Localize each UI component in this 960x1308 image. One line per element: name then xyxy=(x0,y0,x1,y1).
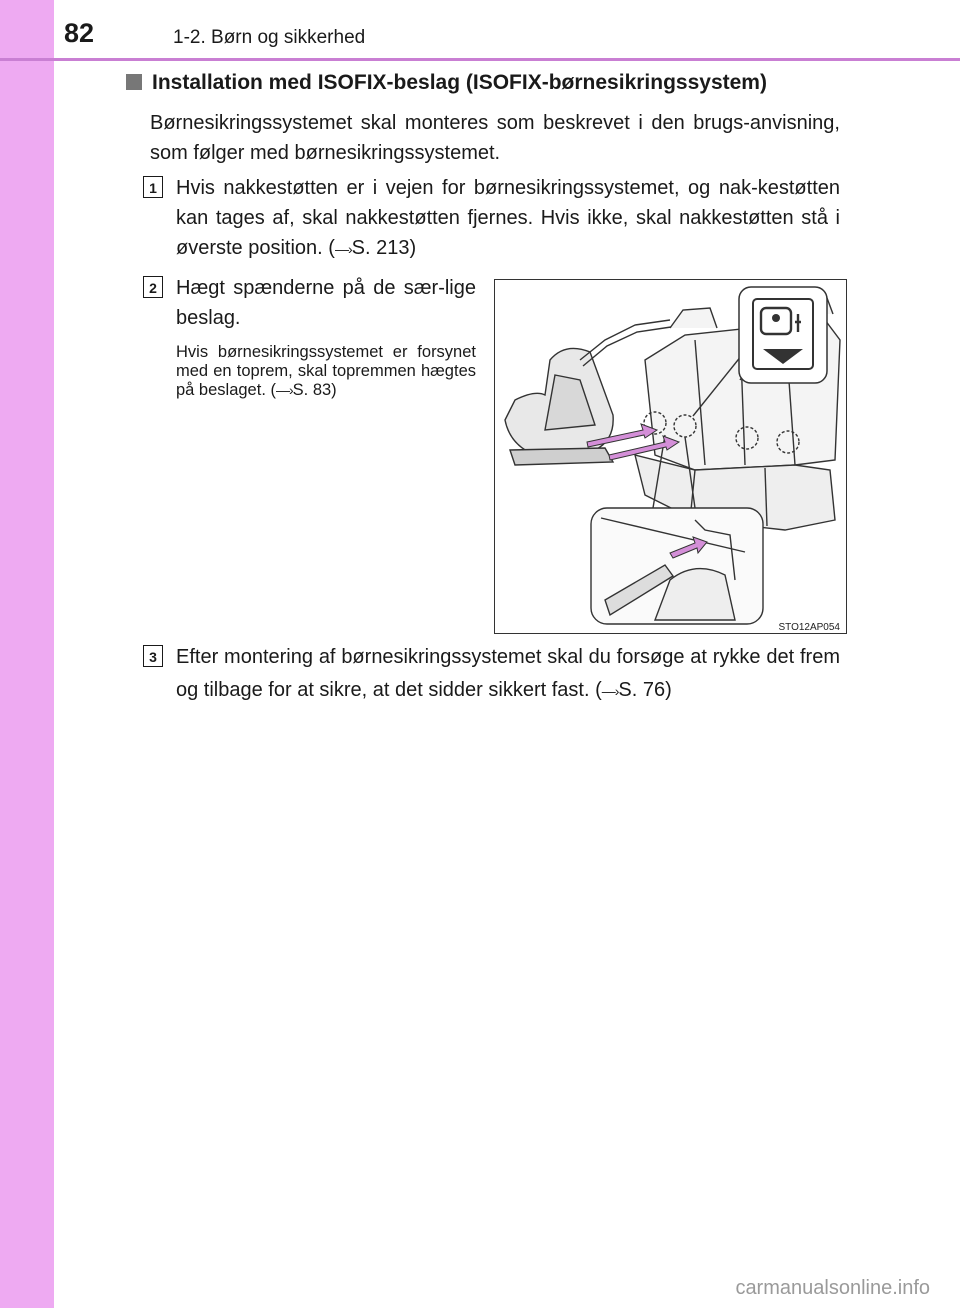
step-1-text: Hvis nakkestøtten er i vejen for børnesikringssystemet, og nak-kestøtten kan tages af, skal nakkestøtten fjernes. Hvis ikke, skal nakkestøtten stå i øverste position. (—›S. 213) xyxy=(176,177,840,259)
step-number-3: 3 xyxy=(143,645,163,667)
isofix-child-seat-icon xyxy=(739,287,827,383)
step-2-ref[interactable]: S. 83) xyxy=(292,381,337,399)
arrow-right-icon: —› xyxy=(601,683,619,699)
figure-code: STO12AP054 xyxy=(778,622,840,633)
step-2-note: Hvis børnesikringssystemet er forsynet med en toprem, skal topremmen hægtes på beslaget. (—›S. 83) xyxy=(176,343,476,399)
watermark: carmanualsonline.info xyxy=(735,1277,930,1299)
section-title: Installation med ISOFIX-beslag (ISOFIX-børnesikringssystem) xyxy=(152,71,767,94)
arrow-right-icon: —› xyxy=(275,382,293,398)
step-number-2: 2 xyxy=(143,276,163,298)
chapter-title: 1-2. Børn og sikkerhed xyxy=(173,27,366,48)
page-header xyxy=(0,0,960,60)
step-number-1: 1 xyxy=(143,176,163,198)
page-number: 82 xyxy=(64,18,95,48)
intro-paragraph: Børnesikringssystemet skal monteres som beskrevet i den brugs-anvisning, som følger med børnesikringssystemet. xyxy=(150,112,840,164)
square-bullet-icon xyxy=(126,74,142,90)
step-1-ref[interactable]: S. 213) xyxy=(351,237,417,259)
step-3-ref[interactable]: S. 76) xyxy=(618,679,672,701)
section-heading xyxy=(126,71,767,95)
step-3-text: Efter montering af børnesikringssystemet skal du forsøge at rykke det frem og tilbage for at sikre, at det sidder sikkert fast. (—›S. 76) xyxy=(176,646,840,701)
arrow-right-icon: —› xyxy=(334,241,352,257)
header-divider xyxy=(0,58,960,61)
step-2-text: Hægt spænderne på de sær-lige beslag. xyxy=(176,277,476,329)
side-tab xyxy=(0,0,54,1308)
isofix-illustration xyxy=(494,279,847,634)
